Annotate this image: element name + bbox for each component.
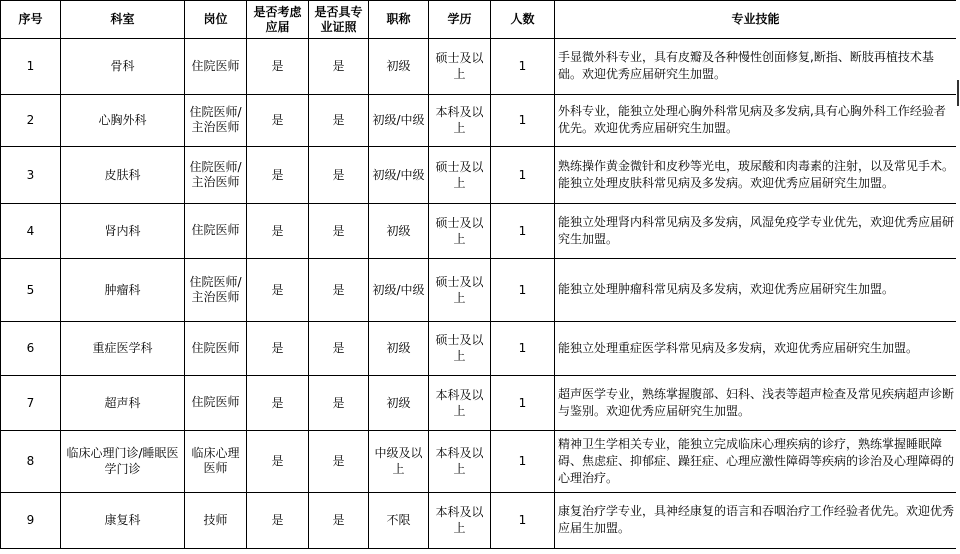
cell-seq: 2 [1,94,61,146]
cell-fresh-graduate: 是 [247,258,309,321]
cell-education: 硕士及以上 [429,321,491,375]
cell-title: 中级及以上 [369,430,429,492]
cell-count: 1 [491,492,555,548]
header-title: 职称 [369,1,429,39]
cell-seq: 9 [1,492,61,548]
cell-education: 硕士及以上 [429,146,491,203]
table-row [1,203,957,258]
cell-skill: 精神卫生学相关专业，能独立完成临床心理疾病的诊疗，熟练掌握睡眠障碍、焦虑症、抑郁症、躁狂症、心理应激性障碍等疾病的诊治及心理障碍的心理治疗。 [555,430,957,492]
cell-post: 住院医师/主治医师 [185,94,247,146]
cell-dept: 骨科 [61,39,185,95]
cell-post: 住院医师/主治医师 [185,146,247,203]
cell-fresh-graduate: 是 [247,94,309,146]
cell-title: 初级 [369,375,429,430]
cell-dept: 超声科 [61,375,185,430]
header-row [1,1,957,39]
cell-count: 1 [491,375,555,430]
table-row [1,146,957,203]
cell-skill: 康复治疗学专业，具神经康复的语言和吞咽治疗工作经验者优先。欢迎优秀应届生加盟。 [555,492,957,548]
cell-education: 硕士及以上 [429,203,491,258]
header-count: 人数 [491,1,555,39]
table-body [1,39,957,549]
cell-fresh-graduate: 是 [247,203,309,258]
cell-seq: 4 [1,203,61,258]
cell-dept: 肿瘤科 [61,258,185,321]
cell-skill: 能独立处理重症医学科常见病及多发病，欢迎优秀应届研究生加盟。 [555,321,957,375]
cell-count: 1 [491,321,555,375]
cell-count: 1 [491,203,555,258]
cell-education: 硕士及以上 [429,39,491,95]
cell-seq: 7 [1,375,61,430]
cell-certificate: 是 [309,258,369,321]
cell-fresh-graduate: 是 [247,375,309,430]
cell-post: 住院医师 [185,203,247,258]
cell-dept: 重症医学科 [61,321,185,375]
cell-count: 1 [491,258,555,321]
header-skill: 专业技能 [555,1,957,39]
cell-dept: 临床心理门诊/睡眠医学门诊 [61,430,185,492]
table-row [1,258,957,321]
cell-seq: 3 [1,146,61,203]
cell-education: 本科及以上 [429,430,491,492]
cell-dept: 皮肤科 [61,146,185,203]
cell-title: 初级 [369,203,429,258]
header-dept: 科室 [61,1,185,39]
cell-certificate: 是 [309,321,369,375]
header-seq: 序号 [1,1,61,39]
cell-fresh-graduate: 是 [247,430,309,492]
cell-dept: 肾内科 [61,203,185,258]
cell-post: 住院医师 [185,39,247,95]
cell-title: 初级/中级 [369,146,429,203]
cell-count: 1 [491,94,555,146]
table-row [1,430,957,492]
cell-education: 硕士及以上 [429,258,491,321]
cell-title: 初级/中级 [369,94,429,146]
cell-skill: 能独立处理肾内科常见病及多发病，风湿免疫学专业优先，欢迎优秀应届研究生加盟。 [555,203,957,258]
table-row [1,321,957,375]
table-row [1,492,957,548]
cell-seq: 1 [1,39,61,95]
cell-dept: 康复科 [61,492,185,548]
cell-fresh-graduate: 是 [247,321,309,375]
cell-post: 临床心理医师 [185,430,247,492]
window-edge-marker [957,80,959,106]
header-post: 岗位 [185,1,247,39]
cell-skill: 手显微外科专业，具有皮瓣及各种慢性创面修复,断指、断肢再植技术基础。欢迎优秀应届研究生加盟。 [555,39,957,95]
cell-post: 技师 [185,492,247,548]
cell-education: 本科及以上 [429,94,491,146]
cell-skill: 外科专业，能独立处理心胸外科常见病及多发病,具有心胸外科工作经验者优先。欢迎优秀应届研究生加盟。 [555,94,957,146]
cell-education: 本科及以上 [429,492,491,548]
cell-post: 住院医师 [185,375,247,430]
cell-fresh-graduate: 是 [247,39,309,95]
table-row [1,375,957,430]
cell-certificate: 是 [309,492,369,548]
cell-certificate: 是 [309,375,369,430]
cell-title: 初级/中级 [369,258,429,321]
cell-count: 1 [491,430,555,492]
cell-count: 1 [491,146,555,203]
cell-seq: 6 [1,321,61,375]
table-row [1,94,957,146]
cell-post: 住院医师/主治医师 [185,258,247,321]
cell-dept: 心胸外科 [61,94,185,146]
cell-certificate: 是 [309,203,369,258]
cell-skill: 能独立处理肿瘤科常见病及多发病，欢迎优秀应届研究生加盟。 [555,258,957,321]
cell-skill: 熟练操作黄金微针和皮秒等光电，玻尿酸和肉毒素的注射，以及常见手术。能独立处理皮肤科常见病及多发病。欢迎优秀应届研究生加盟。 [555,146,957,203]
cell-certificate: 是 [309,430,369,492]
header-fresh-graduate: 是否考虑应届 [247,1,309,39]
cell-title: 初级 [369,321,429,375]
cell-skill: 超声医学专业，熟练掌握腹部、妇科、浅表等超声检查及常见疾病超声诊断与鉴别。欢迎优秀应届研究生加盟。 [555,375,957,430]
cell-fresh-graduate: 是 [247,146,309,203]
cell-certificate: 是 [309,146,369,203]
header-certificate: 是否具专业证照 [309,1,369,39]
cell-fresh-graduate: 是 [247,492,309,548]
cell-education: 本科及以上 [429,375,491,430]
cell-count: 1 [491,39,555,95]
cell-certificate: 是 [309,39,369,95]
cell-certificate: 是 [309,94,369,146]
header-education: 学历 [429,1,491,39]
table-row [1,39,957,95]
cell-seq: 8 [1,430,61,492]
cell-post: 住院医师 [185,321,247,375]
cell-title: 初级 [369,39,429,95]
cell-seq: 5 [1,258,61,321]
cell-title: 不限 [369,492,429,548]
